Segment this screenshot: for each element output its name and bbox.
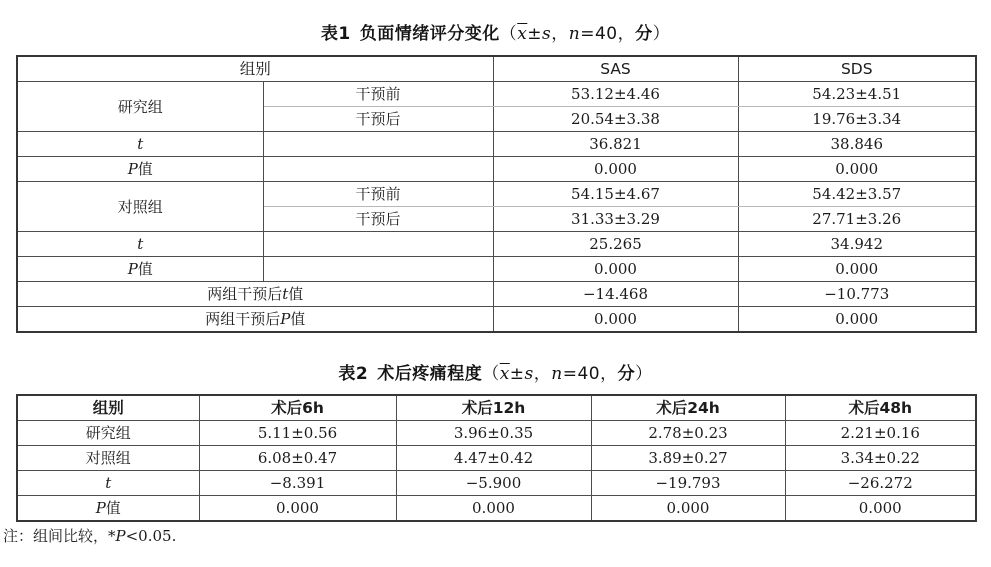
t1-study-p-label	[17, 157, 263, 182]
t2-control-12h: 4.47±0.42	[396, 446, 591, 471]
t1-between-p-sds: 0.000	[738, 307, 976, 333]
t1-control-post-sas: 31.33±3.29	[493, 207, 738, 232]
table-row	[17, 182, 976, 207]
table1-title-eq40: =40	[580, 24, 618, 44]
footnote-threshold: <0.05.	[125, 527, 177, 545]
table1-title-paren-close: ）	[652, 24, 671, 44]
t1-control-t-sas: 25.265	[493, 232, 738, 257]
table-row	[17, 82, 976, 107]
t2-h-group: 组别	[17, 395, 199, 421]
table2-title	[16, 359, 975, 384]
t1-study-t-sds: 38.846	[738, 132, 976, 157]
t1-h-sds: SDS	[738, 56, 976, 82]
table2-title-plusminus: ±	[509, 364, 525, 384]
table-row	[17, 307, 976, 333]
table2-title-xbar: $\overline{x}$	[499, 364, 510, 384]
t2-study-6h: 5.11±0.56	[199, 421, 396, 446]
table1-title-comma2: ，	[617, 24, 636, 44]
t1-control-post-label: 干预后	[263, 207, 493, 232]
table2	[16, 394, 977, 522]
t1-study-label: 研究组	[17, 82, 263, 132]
t2-control-6h: 6.08±0.47	[199, 446, 396, 471]
t1-study-t-label: t	[17, 132, 263, 157]
table2-header-row	[17, 395, 976, 421]
table1-title-number: 表1	[320, 24, 351, 44]
p-symbol: P	[127, 160, 138, 178]
table2-title-unit: 分	[617, 364, 636, 384]
table1-title-s: s	[542, 24, 552, 44]
t1-between-t-label	[17, 282, 493, 307]
table2-title-s: s	[524, 364, 534, 384]
between-suffix: 值	[290, 310, 306, 328]
t2-p-24h: 0.000	[591, 496, 785, 522]
t1-study-pre-sas: 53.12±4.46	[493, 82, 738, 107]
table2-title-text: 术后疼痛程度	[377, 364, 483, 384]
t1-between-p-sas: 0.000	[493, 307, 738, 333]
table1-title-comma1: ，	[551, 24, 569, 44]
t2-h-6h: 术后6h	[199, 395, 396, 421]
t2-study-12h: 3.96±0.35	[396, 421, 591, 446]
table1-title-n: n	[568, 24, 581, 44]
t1-control-t-sds: 34.942	[738, 232, 976, 257]
t1-study-p-sas: 0.000	[493, 157, 738, 182]
t2-p-48h: 0.000	[785, 496, 976, 522]
t2-t-12h: −5.900	[396, 471, 591, 496]
table2-title-eq40: =40	[562, 364, 601, 384]
t2-t-48h: −26.272	[785, 471, 976, 496]
t2-t-6h: −8.391	[199, 471, 396, 496]
t1-control-p-sas: 0.000	[493, 257, 738, 282]
table-row	[17, 257, 976, 282]
p-suffix: 值	[137, 160, 153, 178]
table-row	[17, 446, 976, 471]
t2-h-24h: 术后24h	[591, 395, 785, 421]
footnote-prefix: 注：组间比较，	[3, 527, 109, 545]
t1-control-t-label: t	[17, 232, 263, 257]
t1-h-sas: SAS	[493, 56, 738, 82]
table1-title	[16, 19, 975, 44]
between-prefix: 两组干预后	[207, 285, 283, 303]
t2-h-48h: 术后48h	[785, 395, 976, 421]
table2-title-number: 表2	[338, 364, 369, 384]
table1-header-row	[17, 56, 976, 82]
p-symbol: P	[127, 260, 138, 278]
table-row	[17, 232, 976, 257]
t1-study-post-label: 干预后	[263, 107, 493, 132]
t1-study-post-sas: 20.54±3.38	[493, 107, 738, 132]
t1-control-p-label	[17, 257, 263, 282]
table1-title-xbar: $\overline{x}$	[517, 24, 528, 44]
t1-between-p-label	[17, 307, 493, 333]
p-symbol: P	[95, 499, 106, 517]
t1-control-p-sds: 0.000	[738, 257, 976, 282]
t1-study-t-sas: 36.821	[493, 132, 738, 157]
table-row	[17, 157, 976, 182]
table-footnote	[3, 524, 176, 548]
table-row	[17, 282, 976, 307]
table2-title-paren-open: （	[482, 364, 500, 384]
table2-title-n: n	[551, 364, 563, 384]
table1-title-text: 负面情绪评分变化	[359, 24, 500, 44]
t2-h-12h: 术后12h	[396, 395, 591, 421]
t2-t-label: t	[17, 471, 199, 496]
p-suffix: 值	[137, 260, 153, 278]
t2-t-24h: −19.793	[591, 471, 785, 496]
table-row	[17, 496, 976, 522]
t1-study-post-sds: 19.76±3.34	[738, 107, 976, 132]
p-suffix: 值	[105, 499, 121, 517]
t1-control-pre-sds: 54.42±3.57	[738, 182, 976, 207]
p-symbol: P	[115, 527, 126, 545]
footnote-star: *	[108, 527, 116, 545]
t2-study-48h: 2.21±0.16	[785, 421, 976, 446]
t2-p-label	[17, 496, 199, 522]
t2-control-48h: 3.34±0.22	[785, 446, 976, 471]
t2-study-24h: 2.78±0.23	[591, 421, 785, 446]
t2-study-label: 研究组	[17, 421, 199, 446]
table2-title-comma2: ，	[600, 364, 618, 384]
table2-title-paren-close: ）	[635, 364, 653, 384]
t2-p-6h: 0.000	[199, 496, 396, 522]
table1-title-paren-open: （	[499, 24, 518, 44]
t1-control-post-sds: 27.71±3.26	[738, 207, 976, 232]
between-prefix: 两组干预后	[205, 310, 281, 328]
table1-title-unit: 分	[635, 24, 653, 44]
t2-control-24h: 3.89±0.27	[591, 446, 785, 471]
t1-study-p-empty	[263, 157, 493, 182]
t1-between-t-sas: −14.468	[493, 282, 738, 307]
t1-control-label: 对照组	[17, 182, 263, 232]
table2-title-comma1: ，	[533, 364, 552, 384]
table-row	[17, 471, 976, 496]
t2-p-12h: 0.000	[396, 496, 591, 522]
table1-title-plusminus: ±	[527, 24, 543, 44]
between-suffix: 值	[288, 285, 304, 303]
t1-control-pre-label: 干预前	[263, 182, 493, 207]
t1-study-pre-label: 干预前	[263, 82, 493, 107]
t1-control-pre-sas: 54.15±4.67	[493, 182, 738, 207]
t2-control-label: 对照组	[17, 446, 199, 471]
p-symbol: P	[280, 310, 291, 328]
t1-study-t-empty	[263, 132, 493, 157]
table-row	[17, 132, 976, 157]
t1-between-t-sds: −10.773	[738, 282, 976, 307]
t-symbol: t	[282, 285, 289, 303]
t1-study-p-sds: 0.000	[738, 157, 976, 182]
t1-control-p-empty	[263, 257, 493, 282]
t1-study-pre-sds: 54.23±4.51	[738, 82, 976, 107]
t1-h-group: 组别	[17, 56, 493, 82]
table1	[16, 55, 977, 333]
table-row	[17, 421, 976, 446]
t1-control-t-empty	[263, 232, 493, 257]
